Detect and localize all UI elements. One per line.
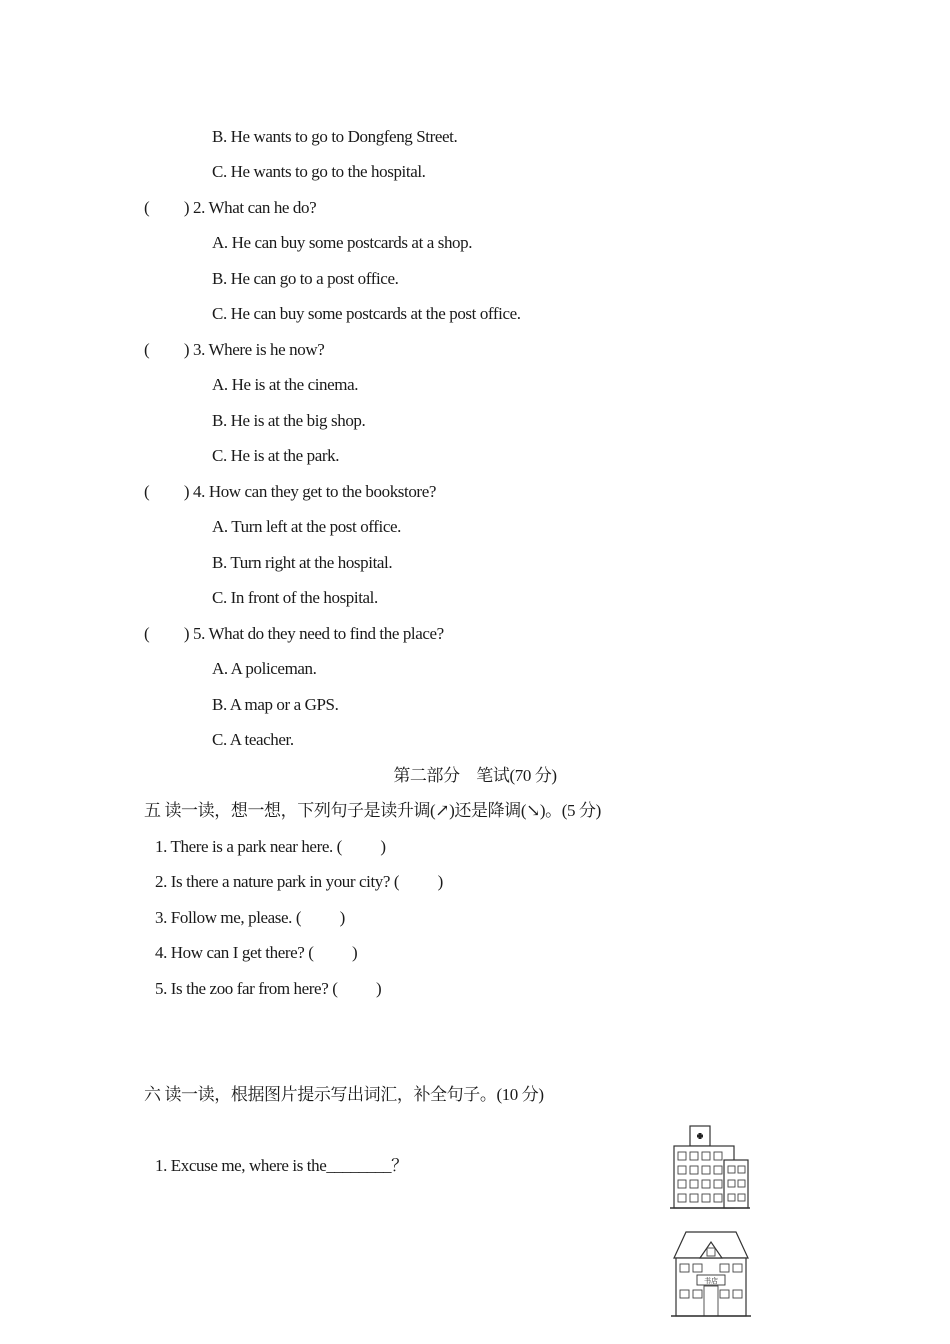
option-text: B. He wants to go to Dongfeng Street. — [212, 127, 458, 146]
question-stem: ( ) 3. Where is he now? — [144, 340, 325, 359]
option-text: B. Turn right at the hospital. — [212, 553, 393, 572]
bookstore-picture — [670, 1228, 752, 1318]
option-text: C. He is at the park. — [212, 446, 340, 465]
option-text: A. Turn left at the post office. — [212, 517, 401, 536]
hospital-picture — [668, 1124, 752, 1210]
option-text: B. A map or a GPS. — [212, 695, 339, 714]
sentence-item: 1. There is a park near here. ( ) — [155, 837, 386, 856]
question-stem: ( ) 4. How can they get to the bookstore? — [144, 482, 436, 501]
option-text: A. A policeman. — [212, 659, 317, 678]
bookstore-sign: 书店 — [704, 1277, 718, 1285]
option-text: B. He is at the big shop. — [212, 411, 366, 430]
section-title: 五 读一读，想一想，下列句子是读升调(↗)还是降调(↘)。(5 分) — [144, 801, 601, 820]
sentence-item: 1. Excuse me, where is the________？ — [155, 1156, 408, 1175]
sentence-item: 3. Follow me, please. ( ) — [155, 908, 345, 927]
option-text: A. He can buy some postcards at a shop. — [212, 233, 473, 252]
option-text: C. A teacher. — [212, 730, 294, 749]
sentence-item: 2. Is there a nature park in your city? ( ) — [155, 872, 443, 891]
question-stem: ( ) 5. What do they need to find the place? — [144, 624, 444, 643]
option-text: C. He wants to go to the hospital. — [212, 162, 426, 181]
option-text: C. He can buy some postcards at the post office. — [212, 304, 521, 323]
sentence-item: 4. How can I get there? ( ) — [155, 943, 358, 962]
sentence-item: 5. Is the zoo far from here? ( ) — [155, 979, 382, 998]
part-title: 第二部分 笔试(70 分) — [393, 766, 557, 785]
option-text: B. He can go to a post office. — [212, 269, 399, 288]
option-text: A. He is at the cinema. — [212, 375, 359, 394]
option-text: C. In front of the hospital. — [212, 588, 378, 607]
question-stem: ( ) 2. What can he do? — [144, 198, 317, 217]
section-title: 六 读一读，根据图片提示写出词汇，补全句子。(10 分) — [144, 1085, 544, 1104]
